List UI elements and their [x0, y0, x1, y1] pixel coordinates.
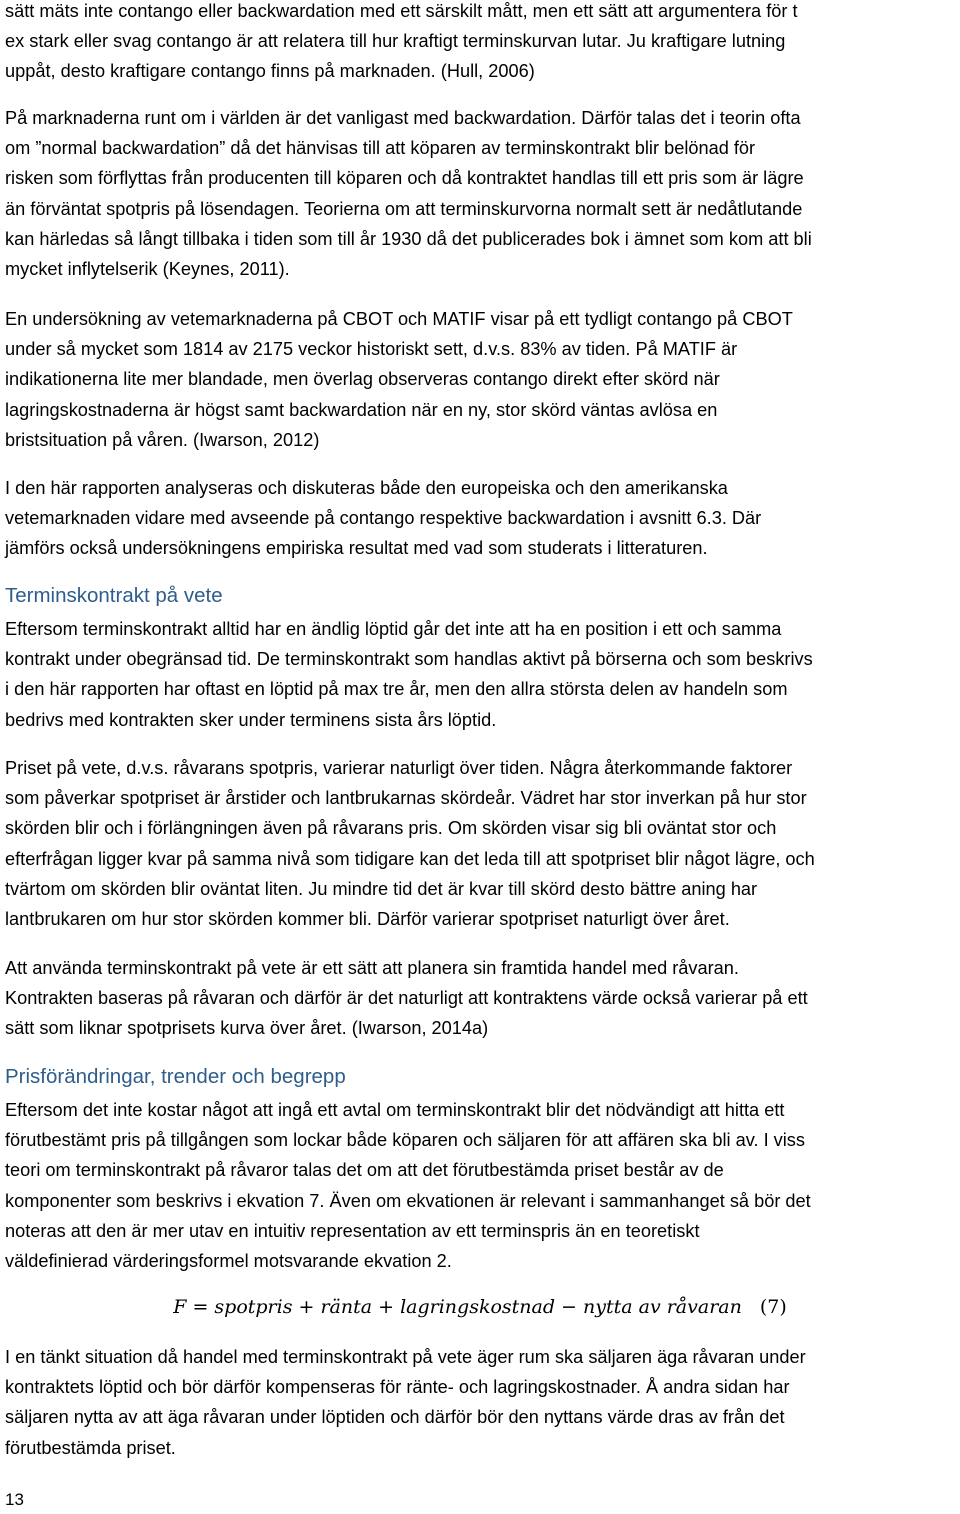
text-line: efterfrågan ligger kvar på samma nivå som tidigare kan det leda till att spotpriset blir något lägre, och [5, 848, 815, 869]
paragraph-contango-measure [5, 0, 798, 87]
text-line: uppåt, desto kraftigare contango finns på marknaden. (Hull, 2006) [5, 61, 535, 82]
text-line: jämförs också undersökningens empiriska resultat med vad som studerats i litteraturen. [5, 538, 708, 559]
text-line: kan härledas så långt tillbaka i tiden som till år 1930 då det publicerades bok i ämnet som kom att bli [5, 228, 812, 249]
text-line: Eftersom terminskontrakt alltid har en ändlig löptid går det inte att ha en position i ett och samma [5, 619, 782, 639]
text-line: om ”normal backwardation” då det hänvisas till att köparen av terminskontrakt blir belönad för [5, 138, 756, 159]
paragraph-wheat-price [5, 753, 815, 934]
text-line: kontrakt under obegränsad tid. De terminskontrakt som handlas aktivt på börserna och som beskrivs [5, 649, 813, 670]
section-heading: Prisförändringar, trender och begrepp [5, 1065, 346, 1088]
text-line: teori om terminskontrakt på råvaror talas det om att det förutbestämda priset består av de [5, 1160, 724, 1181]
text-line: Eftersom det inte kostar något att ingå ett avtal om terminskontrakt blir det nödvändigt att hitta ett [5, 1100, 785, 1120]
text-line: tvärtom om skörden blir oväntat liten. Ju mindre tid det är kvar till skörd desto bättre aning har [5, 878, 758, 899]
paragraph-contract-duration [5, 614, 813, 735]
text-line: komponenter som beskrivs i ekvation 7. Även om ekvationen är relevant i sammanhanget så bör det [5, 1190, 811, 1211]
text-line: Priset på vete, d.v.s. råvarans spotpris, varierar naturligt över tiden. Några återkommande faktorer [5, 758, 793, 778]
page-number: 13 [5, 1490, 24, 1509]
paragraph-seller-compensation [5, 1342, 806, 1463]
equation-number: (7) [759, 1296, 787, 1318]
text-line: mycket inflytelserik (Keynes, 2011). [5, 258, 290, 279]
text-line: indikationerna lite mer blandade, men överlag observeras contango direkt efter skörd när [5, 369, 720, 390]
text-line: förutbestämt pris på tillgången som lockar både köparen och säljaren för att affären ska bli av. I viss [5, 1130, 805, 1151]
paragraph-report-scope [5, 473, 761, 564]
text-line: I en tänkt situation då handel med terminskontrakt på vete äger rum ska säljaren äga råvaran under [5, 1347, 806, 1367]
text-line: förutbestämda priset. [5, 1437, 176, 1458]
text-line: än förväntat spotpris på lösendagen. Teorierna om att terminskurvorna normalt sett är nedåtlutande [5, 198, 803, 219]
text-line: skörden blir och i förlängningen även på råvarans pris. Om skörden visar sig bli oväntat stor och [5, 818, 777, 839]
text-line: i den här rapporten har oftast en löptid på max tre år, men den allra största delen av handeln som [5, 679, 788, 700]
text-line: bedrivs med kontrakten sker under terminens sista års löptid. [5, 709, 497, 730]
text-line: noteras att den är mer utav en intuitiv representation av ett terminspris än en teoretiskt [5, 1220, 700, 1241]
text-line: sätt som liknar spotprisets kurva över året. (Iwarson, 2014a) [5, 1018, 489, 1039]
text-line: lantbrukaren om hur stor skörden kommer bli. Därför varierar spotpriset naturligt över året. [5, 908, 730, 929]
paragraph-using-contracts [5, 953, 808, 1044]
text-line: sätt mäts inte contango eller backwardation med ett särskilt mått, men ett sätt att argumentera för t [5, 1, 798, 21]
equation-formula: F = spotpris + ränta + lagringskostnad − nytta av råvaran [173, 1296, 742, 1318]
text-line: bristsituation på våren. (Iwarson, 2012) [5, 429, 320, 450]
text-line: säljaren nytta av att äga råvaran under löptiden och därför bör den nyttans värde dras av från det [5, 1407, 785, 1428]
text-line: ex stark eller svag contango är att relatera till hur kraftigt terminskurvan lutar. Ju kraftigare lutning [5, 31, 786, 52]
text-line: vetemarknaden vidare med avseende på contango respektive backwardation i avsnitt 6.3. Där [5, 508, 762, 529]
text-line: kontraktets löptid och bör därför kompenseras för ränte- och lagringskostnader. Å andra sidan har [5, 1377, 790, 1398]
text-line: På marknaderna runt om i världen är det vanligast med backwardation. Därför talas det i teorin ofta [5, 108, 801, 128]
paragraph-predetermined-price [5, 1095, 811, 1276]
text-line: som påverkar spotpriset är årstider och lantbrukarnas skördeår. Vädret har stor inverkan på hur stor [5, 788, 807, 809]
text-line: risken som förflyttas från producenten till köparen och då kontraktet handlas till ett pris som är lägre [5, 168, 804, 189]
text-line: Att använda terminskontrakt på vete är ett sätt att planera sin framtida handel med råvaran. [5, 958, 739, 978]
paragraph-cbot-matif [5, 304, 793, 455]
text-line: Kontrakten baseras på råvaran och därför är det naturligt att kontraktens värde också varierar på ett [5, 988, 808, 1009]
paragraph-normal-backwardation [5, 103, 812, 284]
text-line: I den här rapporten analyseras och diskuteras både den europeiska och den amerikanska [5, 478, 728, 498]
text-line: En undersökning av vetemarknaderna på CBOT och MATIF visar på ett tydligt contango på CBOT [5, 309, 793, 329]
text-line: under så mycket som 1814 av 2175 veckor historiskt sett, d.v.s. 83% av tiden. På MATIF är [5, 339, 738, 360]
text-line: lagringskostnaderna är högst samt backwardation när en ny, stor skörd väntas avlösa en [5, 399, 718, 420]
equation-7 [0, 1296, 960, 1318]
text-line: väldefinierad värderingsformel motsvarande ekvation 2. [5, 1250, 452, 1271]
section-heading: Terminskontrakt på vete [5, 584, 223, 607]
